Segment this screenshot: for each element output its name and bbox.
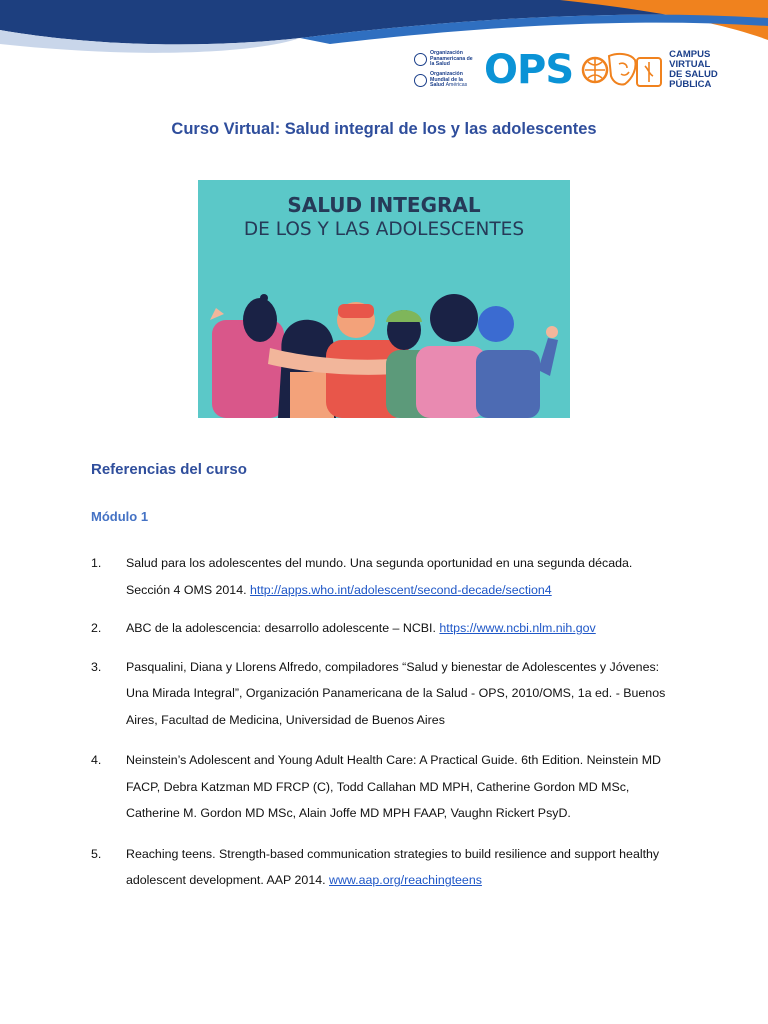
reference-text: Pasqualini, Diana y Llorens Alfredo, compiladores “Salud y bienestar de Adolescentes y Jóvenes: Una Mirada Integral”, Organización Panamericana de la Salud - OPS, 2010/OMS, 1a ed. - Buenos Aires, Facultad de Medicina, Universidad de Buenos Aires (126, 659, 666, 727)
reference-item (91, 841, 691, 894)
reference-list (91, 550, 691, 894)
who-name: Organización Mundial de la Salud Américas (430, 71, 468, 89)
reference-number: 3. (91, 659, 102, 674)
page-title: Curso Virtual: Salud integral de los y las adolescentes (171, 120, 597, 138)
paho-name: Organización Panamericana de la Salud (430, 50, 473, 68)
reference-text: Neinstein’s Adolescent and Young Adult Health Care: A Practical Guide. 6th Edition. Neinstein MD FACP, Debra Katzman MD FRCP (C), Todd Callahan MD MPH, Catherine Gordon MD MSc, Catherine M. Gordon MD MSc, Alain Joffe MD MPH FAAP, Vaughn Rickert PsyD. (126, 753, 661, 820)
campus-virtual-text: CAMPUS VIRTUAL DE SALUD PÚBLICA (669, 49, 718, 90)
reference-text: ABC de la adolescencia: desarrollo adolescente – NCBI. https://www.ncbi.nlm.nih.gov (126, 621, 596, 635)
section-heading-references: Referencias del curso (91, 461, 247, 478)
reference-link[interactable]: https://www.ncbi.nlm.nih.gov (439, 621, 596, 635)
reference-number: 5. (91, 846, 102, 861)
paho-globe-icon (414, 53, 427, 66)
ops-logo: OPS (484, 47, 574, 93)
reference-text: Salud para los adolescentes del mundo. Una segunda oportunidad en una segunda década. Sección 4 OMS 2014. http://apps.who.int/adolescent/second-decade/section4 (126, 556, 633, 597)
campus-virtual-logo (579, 50, 718, 90)
reference-number: 2. (91, 621, 102, 635)
logo-strip (414, 46, 718, 94)
reference-item (91, 615, 691, 642)
module-heading: Módulo 1 (91, 509, 149, 524)
campus-emblem-icon (579, 50, 665, 90)
who-globe-icon (414, 74, 427, 87)
reference-link[interactable]: http://apps.who.int/adolescent/second-decade/section4 (249, 582, 552, 597)
paho-region: Américas (445, 82, 468, 89)
reference-number: 4. (91, 753, 102, 767)
reference-item (91, 550, 691, 603)
reference-item (91, 747, 691, 827)
hero-illustration (198, 180, 570, 418)
reference-text: Reaching teens. Strength-based communication strategies to build resilience and support healthy adolescent development. AAP 2014. www.aap.org/reachingteens (126, 846, 660, 887)
hero-title-line1: SALUD INTEGRAL (287, 193, 481, 217)
reference-item (91, 654, 691, 734)
paho-who-logo (414, 51, 478, 89)
reference-link[interactable]: www.aap.org/reachingteens (329, 873, 482, 887)
reference-number: 1. (91, 556, 102, 570)
hero-title-line2: DE LOS Y LAS ADOLESCENTES (243, 219, 525, 240)
